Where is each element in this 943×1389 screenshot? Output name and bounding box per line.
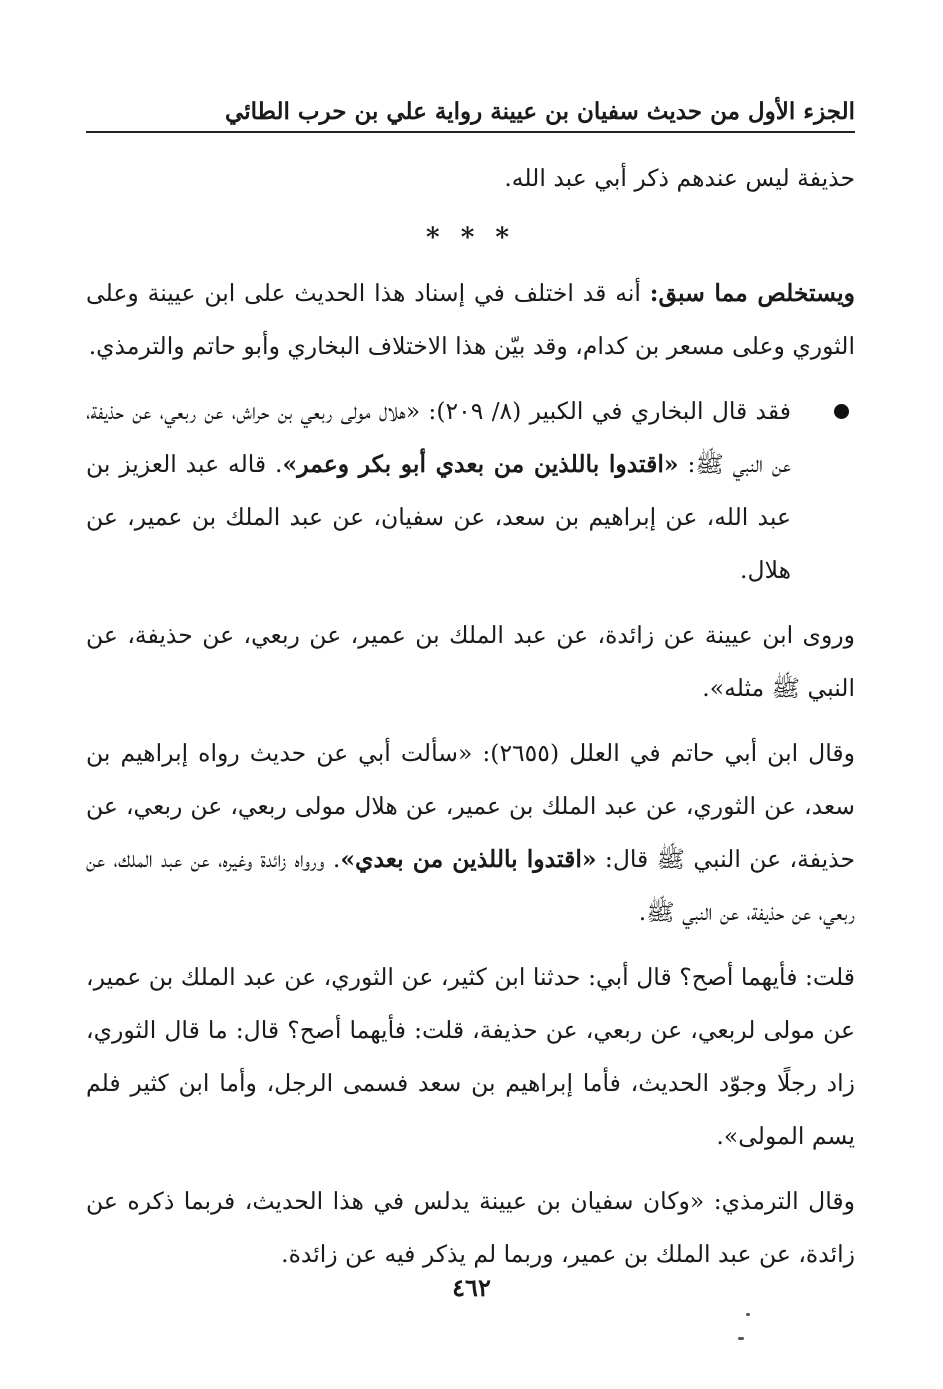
paragraph-summary [86,267,855,373]
paragraph-tirmidhi: وقال الترمذي: «وكان سفيان بن عيينة يدلس في هذا الحديث، فربما ذكره عن زائدة، عن عبد الملك بن عمير، وربما لم يذكر فيه عن زائدة. [86,1187,855,1268]
bullet-bukhari [86,385,855,597]
summary-lead: ويستخلص مما سبق: [649,279,855,307]
bukhari-text-c: . قاله عبد العزيز بن عبد الله، عن إبراهيم بن سعد، عن سفيان، عن عبد الملك بن عمير، عن هلال. [86,450,791,584]
paragraph-ibn-uyayna: وروى ابن عيينة عن زائدة، عن عبد الملك بن عمير، عن ربعي، عن حذيفة، عن النبي ﷺ مثله». [86,621,855,702]
abi-hatim-text-a: وقال ابن أبي حاتم في العلل (٢٦٥٥): «سألت أبي عن حديث رواه إبراهيم بن سعد، عن الثوري، عن عبد الملك بن عمير، عن هلال مولى ربعي، عن ربعي، عن حذيفة، عن النبي ﷺ قال: [86,739,855,873]
scan-speck [746,1313,750,1316]
bukhari-text-a: فقد قال البخاري في الكبير (٨/ ٢٠٩): «هلال مولى ربعي بن حراش، عن ربعي، عن حذيفة، عن النبي ﷺ: [86,397,792,478]
paragraph-continuation: حذيفة ليس عندهم ذكر أبي عبد الله. [504,164,855,192]
section-separator: * * * [426,223,515,253]
bukhari-hadith-text: «اقتدوا باللذين من بعدي أبو بكر وعمر» [282,450,679,478]
page-content [86,152,855,1281]
paragraph-question: قلت: فأيهما أصح؟ قال أبي: حدثنا ابن كثير، عن الثوري، عن عبد الملك بن عمير، عن مولى لربعي، عن ربعي، عن حذيفة، قلت: فأيهما أصح؟ قال: ما قال الثوري، زاد رجلًا وجوّد الحديث، فأما إبراهيم بن سعد فسمى الرجل، وأما ابن كثير فلم يسم المولى». [86,963,855,1150]
paragraph-ibn-abi-hatim [86,727,855,939]
scan-speck [738,1337,744,1340]
page-number: ٤٦٢ [452,1273,491,1302]
running-header: الجزء الأول من حديث سفيان بن عيينة رواية علي بن حرب الطائي [86,96,855,133]
bullet-dot-icon [834,404,849,419]
summary-text: أنه قد اختلف في إسناد هذا الحديث على ابن عيينة وعلى الثوري وعلى مسعر بن كدام، وقد بيّن هذا الاختلاف البخاري وأبو حاتم والترمذي. [86,279,855,360]
abi-hatim-hadith-text: «اقتدوا باللذين من بعدي» [340,845,597,873]
abi-hatim-text-c: . ورواه زائدة وغيره، عن عبد الملك، عن ربعي، عن حذيفة، عن النبي ﷺ. [86,845,855,926]
